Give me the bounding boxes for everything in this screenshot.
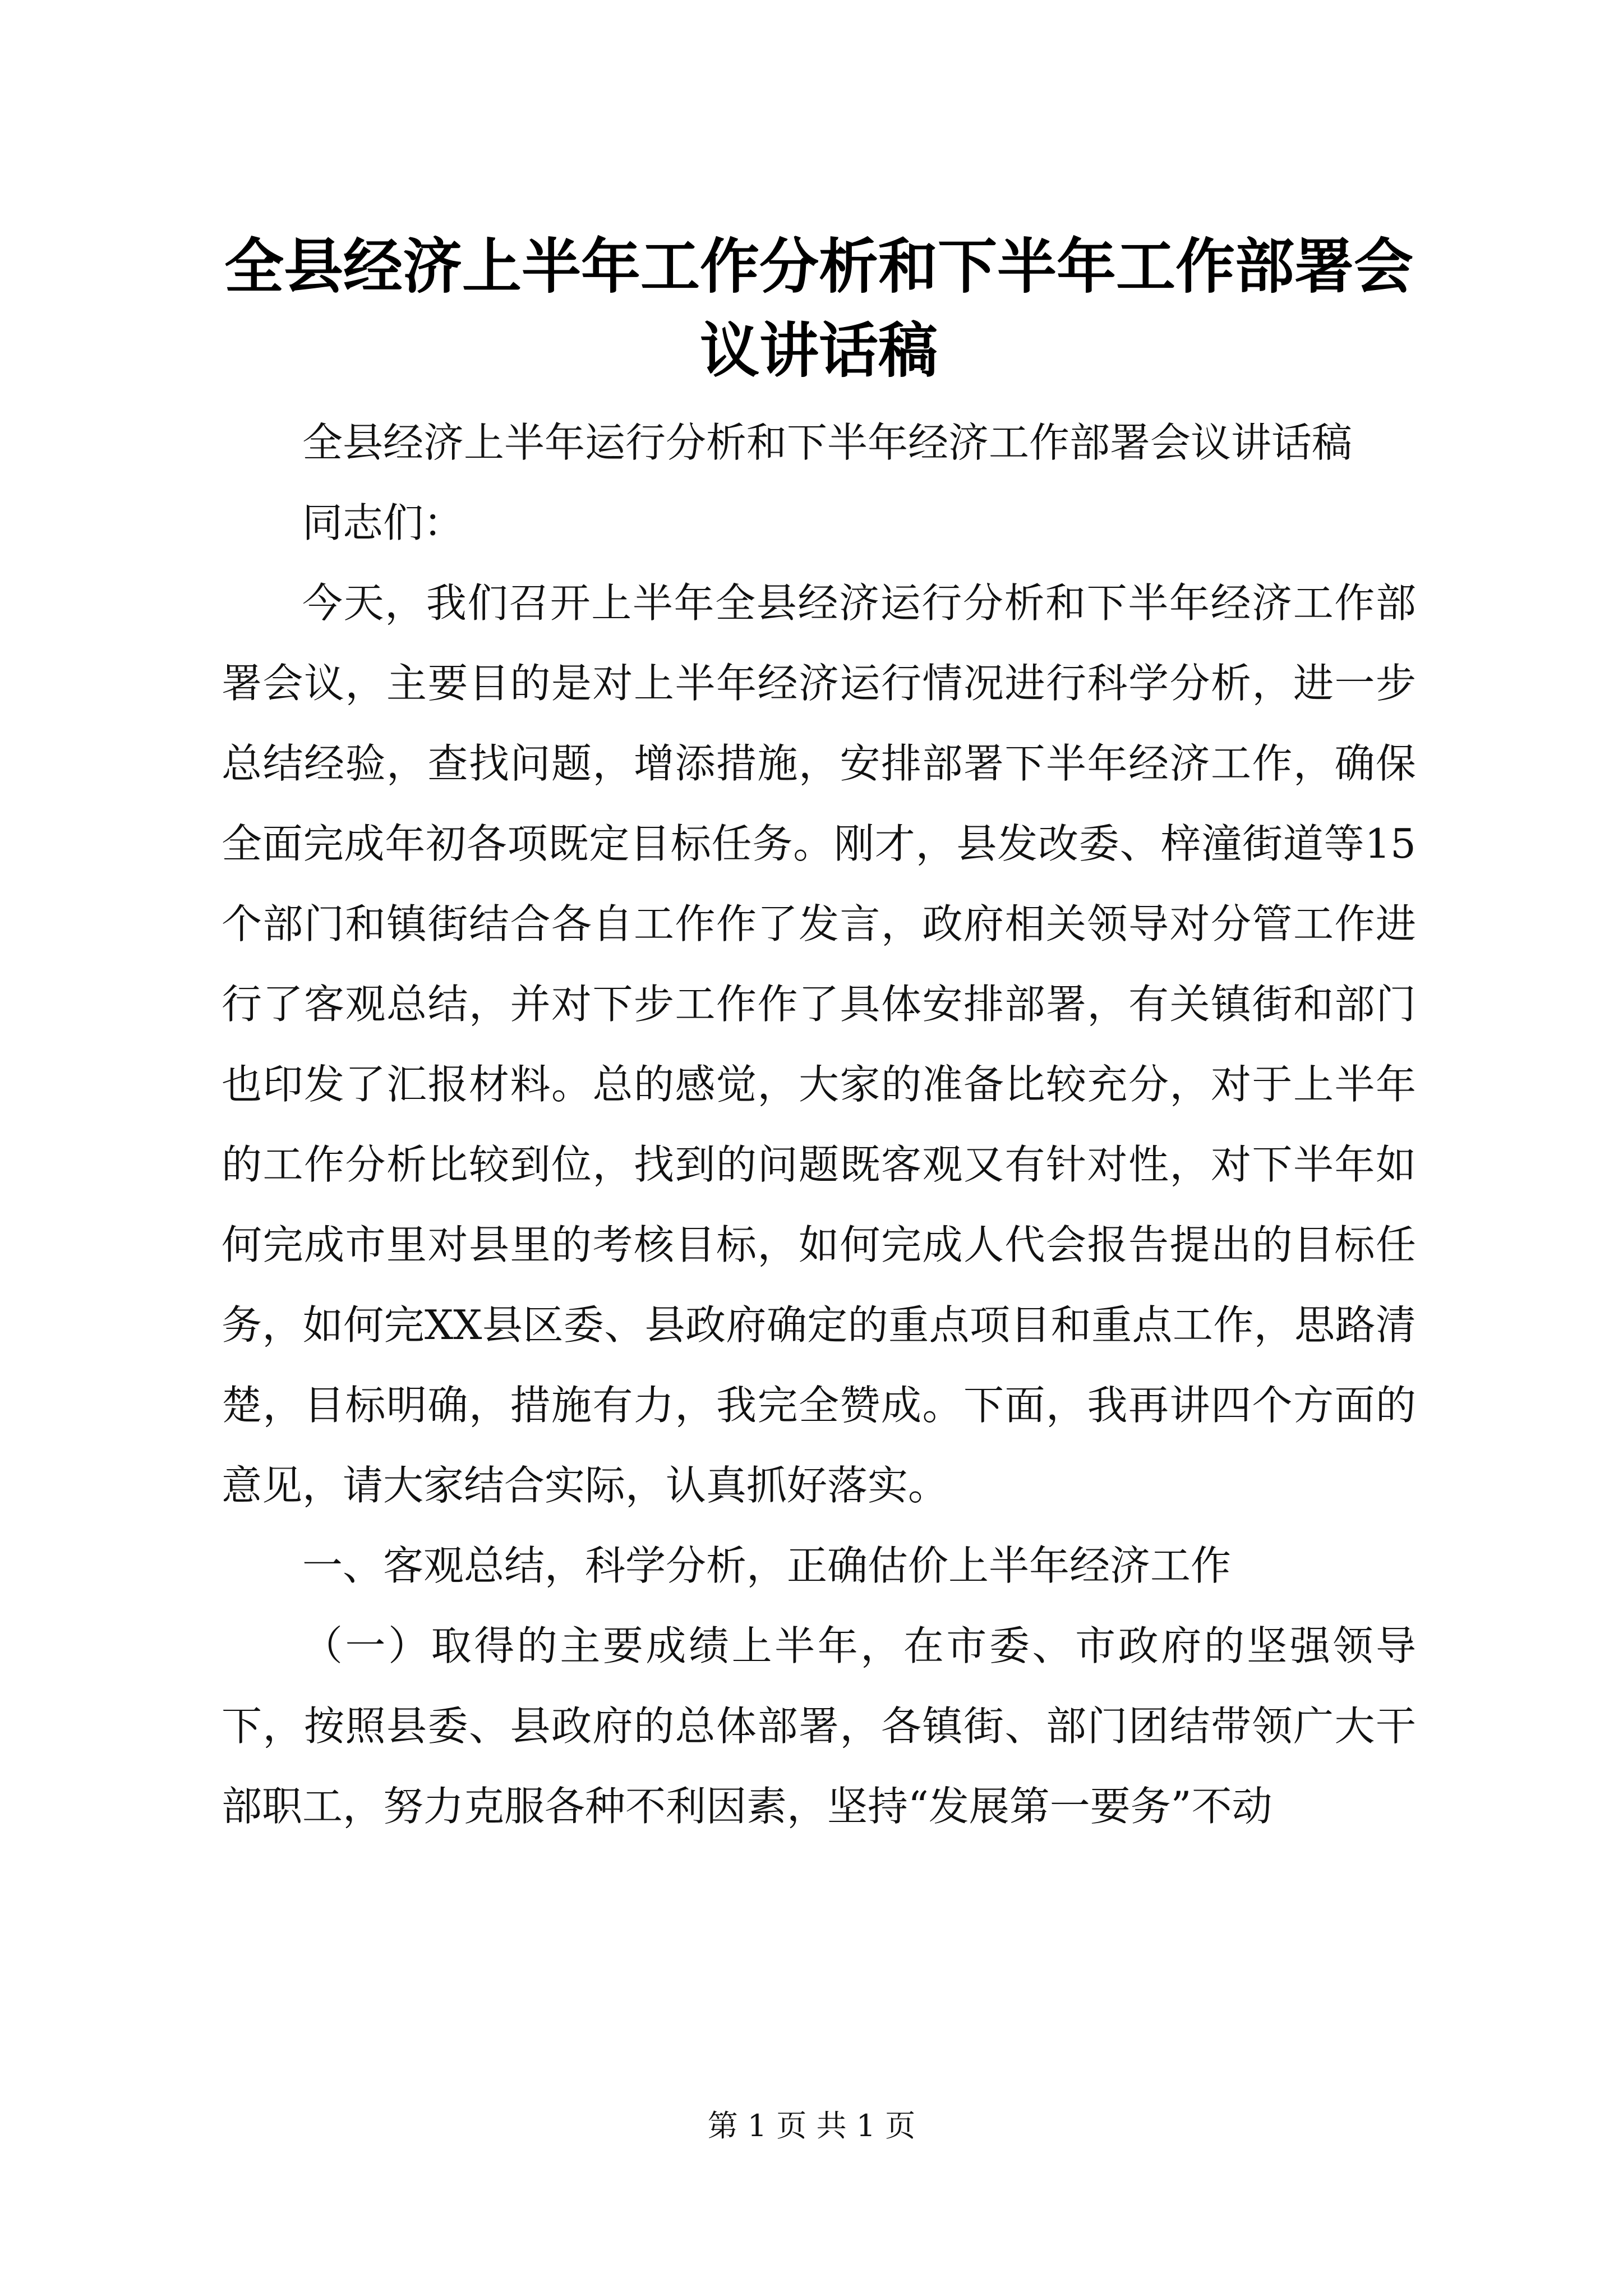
document-body [222,403,1416,1847]
document-content [222,224,1416,1847]
page-number-footer: 第 1 页 共 1 页 [707,2108,916,2143]
paragraph-intro: 今天，我们召开上半年全县经济运行分析和下半年经济工作部署会议，主要目的是对上半年经济运行情况进行科学分析，进一步总结经验，查找问题，增添措施，安排部署下半年经济工作，确保全面完成年初各项既定目标任务。刚才，县发改委、梓潼街道等15个部门和镇街结合各自工作作了发言，政府相关领导对分管工作进行了客观总结，并对下步工作作了具体安排部署，有关镇街和部门也印发了汇报材料。总的感觉，大家的准备比较充分，对于上半年的工作分析比较到位，找到的问题既客观又有针对性，对下半年如何完成市里对县里的考核目标，如何完成人代会报告提出的目标任务，如何完XX县区委、县政府确定的重点项目和重点工作，思路清楚，目标明确，措施有力，我完全赞成。下面，我再讲四个方面的意见，请大家结合实际，认真抓好落实。 [222,579,1416,1509]
paragraph-subtitle: 全县经济上半年运行分析和下半年经济工作部署会议讲话稿 [302,419,1353,466]
paragraph-achievements: （一）取得的主要成绩上半年，在市委、市政府的坚强领导下，按照县委、县政府的总体部署，各镇街、部门团结带领广大干部职工，努力克服各种不利因素，坚持“发展第一要务”不动 [222,1622,1416,1830]
document-title: 全县经济上半年工作分析和下半年工作部署会议讲话稿 [224,231,1413,385]
paragraph-salutation: 同志们： [302,499,464,546]
paragraph-section-heading: 一、客观总结，科学分析，正确估价上半年经济工作 [302,1542,1232,1589]
